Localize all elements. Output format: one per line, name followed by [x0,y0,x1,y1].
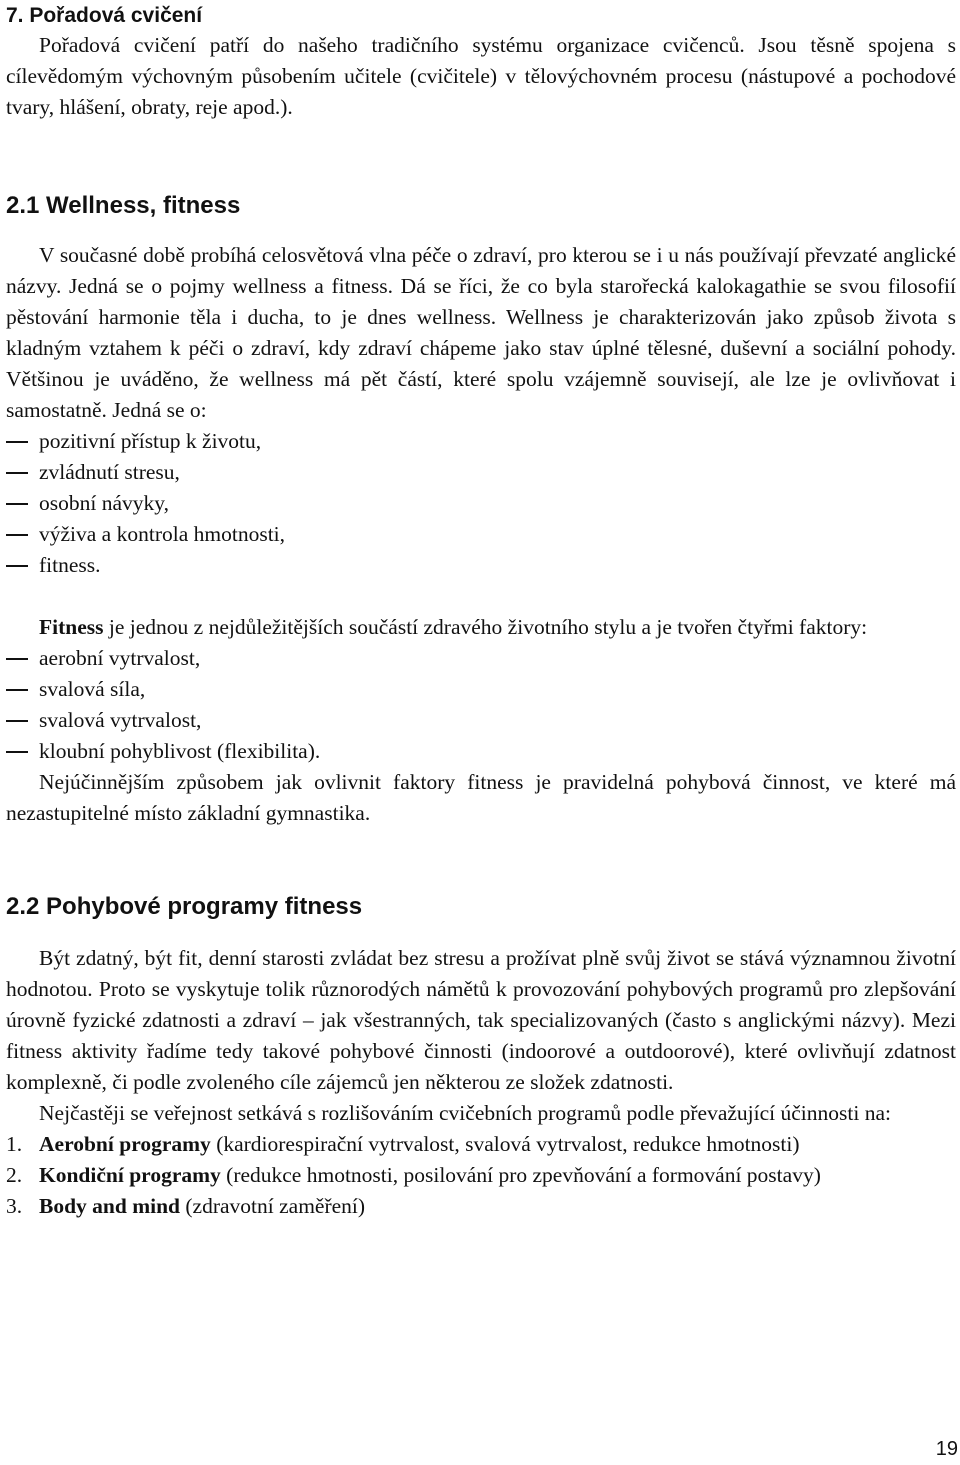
program-desc: (redukce hmotnosti, posilování pro zpevňování a formování postavy) [220,1163,821,1187]
list-number: 1. [6,1132,23,1156]
list-item: fitness. [6,550,956,581]
list-item: pozitivní přístup k životu, [6,426,956,457]
list-item [6,1160,956,1191]
paragraph-programs-division: Nejčastěji se veřejnost setkává s rozlišováním cvičebních programů podle převažující účinnosti na: [39,1101,891,1125]
list-number: 2. [6,1163,23,1187]
page-number: 19 [935,1438,958,1460]
program-desc: (zdravotní zaměření) [180,1194,366,1218]
paragraph-programs-intro: Být zdatný, být fit, denní starosti zvládat bez stresu a prožívat plně svůj život se stává významnou životní hodnotou. Proto se vyskytuje tolik různorodých námětů k provozování pohybových programů pro zlepšování úrovně fyzické zdatnosti a zdraví – jak všestranných, tak specializovaných (často s anglickými názvy). Mezi fitness aktivity řadíme tedy takové pohybové činnosti (indoorové a outdoorové), které ovlivňují zdatnost komplexně, či podle zvoleného cíle zájemců jen některou ze složek zdatnosti. [6,946,956,1094]
program-name: Body and mind [39,1194,181,1218]
fitness-text: je jednou z nejdůležitějších součástí zdravého životního stylu a je tvořen čtyřmi faktory: [103,615,868,639]
list-item: osobní návyky, [6,488,956,519]
list-item [6,1129,956,1160]
fitness-factors-list [6,643,956,767]
paragraph-closing: Nejúčinnějším způsobem jak ovlivnit faktory fitness je pravidelná pohybová činnost, ve které má nezastupitelné místo základní gymnastika. [6,770,956,825]
paragraph-wellness: V současné době probíhá celosvětová vlna péče o zdraví, pro kterou se i u nás používají převzaté anglické názvy. Jedná se o pojmy wellness a fitness. Dá se říci, že co byla starořecká kalokagathie se svou filosofií pěstování harmonie těla i ducha, to je dnes wellness. Wellness je charakterizován jako způsob života s kladným vztahem k péči o zdraví, kdy zdraví chápeme jako stav úplné tělesné, duševní a sociální pohody. Většinou je uváděno, že wellness má pět částí, které spolu vzájemně souvisejí, ale lze je ovlivňovat i samostatně. Jedná se o: [6,243,956,422]
section-heading-2-2: 2.2 Pohybové programy fitness [6,893,363,920]
paragraph-poradova-cviceni: Pořadová cvičení patří do našeho tradičního systému organizace cvičenců. Jsou těsně spojena s cílevědomým výchovným působením učitele (cvičitele) v tělovýchovném procesu (nástupové a pochodové tvary, hlášení, obraty, reje apod.). [6,33,956,119]
list-number: 3. [6,1194,23,1218]
fitness-term: Fitness [39,615,104,639]
list-item: kloubní pohyblivost (flexibilita). [6,736,956,767]
list-item: svalová síla, [6,674,956,705]
list-item: aerobní vytrvalost, [6,643,956,674]
wellness-parts-list [6,426,956,581]
program-name: Aerobní programy [39,1132,211,1156]
program-name: Kondiční programy [39,1163,221,1187]
list-item: svalová vytrvalost, [6,705,956,736]
document-page [6,0,956,1222]
list-item: výživa a kontrola hmotnosti, [6,519,956,550]
programs-list [6,1129,956,1222]
paragraph-fitness [6,612,956,643]
list-item [6,1191,956,1222]
section-heading-7: 7. Pořadová cvičení [6,4,203,27]
program-desc: (kardiorespirační vytrvalost, svalová vytrvalost, redukce hmotnosti) [210,1132,800,1156]
list-item: zvládnutí stresu, [6,457,956,488]
section-heading-2-1: 2.1 Wellness, fitness [6,192,241,219]
